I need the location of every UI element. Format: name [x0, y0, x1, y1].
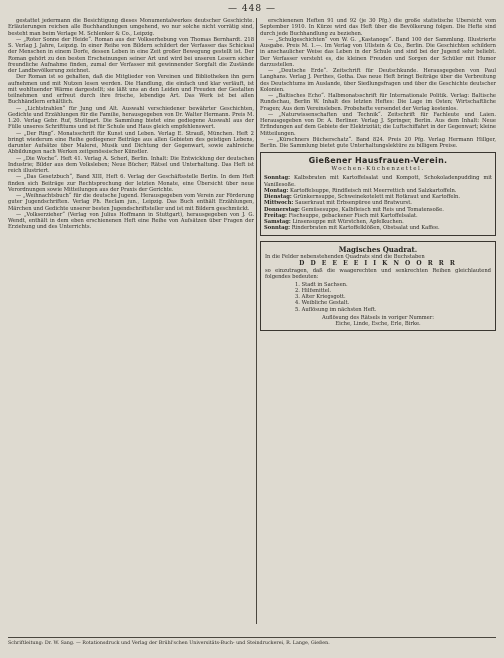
- page-number: — 448 —: [228, 4, 276, 14]
- solution-label: Auflösung des Rätsels in voriger Nummer:: [322, 314, 434, 321]
- article-paragraph: gestattet jedermann die Besichtigung dieses Monumentalwerkes deutscher Geschichte. Erläuterungen reichen alle Buchhandlungen umgehend, wo nur solche nicht vorrätig sind, besteht man beim Verlage M. Schlenker & Co., Leipzig.: [8, 18, 254, 37]
- menu-text: Kalbsbraten mit Kartoffelsalat und Kompott, Schokoladenpudding mit Vanillesoße.: [264, 175, 492, 188]
- menu-text: Fischsuppe, gebackener Fisch mit Kartoffelsalat.: [288, 212, 418, 219]
- puzzle-item: 4. Weibliche Gestalt.: [295, 300, 350, 307]
- hausfrauen-verein-box: [260, 152, 496, 235]
- puzzle-item: 1. Stadt in Sachsen.: [295, 281, 348, 288]
- menu-text: Linsensuppe mit Würstchen, Apfelkuchen.: [292, 219, 404, 225]
- puzzle-intro: In die Felder nebenstehenden Quadrats sind die Buchstaben: [265, 253, 425, 260]
- box-title: Gießener Hausfrauen-Verein.: [308, 156, 448, 166]
- menu-day: Sonntag:: [264, 225, 291, 232]
- solution-text: Eiche, Linde, Esche, Erle, Birke.: [335, 321, 421, 327]
- menu-day: Samstag:: [264, 219, 291, 225]
- article-paragraph: — „Lichtstrahlen“ für Jung und Alt. Auswahl verschiedener bewährter Geschichten, Gedichte und Erzählungen für die Familie, herausgegeben von Dr. Walter Hermann. Preis M. 1.20. Verlag Gebr. Ruf, Stuttgart. Die Sammlung bietet eine gediegene Auswahl aus der Fülle unseres Schrifttums und ist für Schule und Haus gleich empfehlenswert.: [8, 105, 254, 131]
- article-paragraph: erschienenen Heften 91 und 92 (je 30 Pfg.) die große statistische Übersicht vom September 1910. In Kürze wird das Heft über die Bevölkerung folgen. Die Hefte sind durch jede Buchhandlung zu beziehen.: [260, 18, 496, 37]
- left-column: [8, 18, 254, 632]
- menu-text: Rinderbraten mit Kartoffelklößen, Obstsalat und Kaffee.: [291, 225, 440, 232]
- article-paragraph: — „Das Gesetzbuch“, Band XIII, Heft 6. Verlag der Geschäftsstelle Berlin. In dem Heft finden sich Beiträge zur Rechtsprechung der letzten Monate, eine Übersicht über neue Verordnungen sowie Mitteilungen aus der Praxis der Gerichte.: [8, 174, 254, 193]
- puzzle-item: 3. Alter Kriegsgott.: [295, 294, 346, 300]
- puzzle-item: 2. Hilfsmittel.: [295, 287, 332, 294]
- menu-entry: [264, 175, 492, 188]
- menu-day: Donnerstag:: [264, 206, 300, 213]
- menu-text: Gemüsesuppe, Kalbfleisch mit Reis und Tomatensoße.: [301, 206, 444, 213]
- article-paragraph: — „Kürschners Bücherschatz“. Band 824. Preis 20 Pfg. Verlag Hermann Hillger, Berlin. Die Sammlung bietet gute Unterhaltungslektüre zu billigem Preise.: [260, 136, 496, 149]
- right-column: [260, 18, 496, 640]
- puzzle-box: [260, 241, 496, 332]
- menu-day: Sonntag:: [264, 175, 291, 182]
- box-subtitle: Wochen-Küchenzettel.: [331, 166, 425, 173]
- article-paragraph: — „Der Ring“. Monatsschrift für Kunst und Leben. Verlag E. Strauß, München. Heft 2 bringt wiederum eine Reihe gediegener Beiträge aus allen Gebieten des geistigen Lebens, darunter Aufsätze über Malerei, Musik und Dichtung der Gegenwart, sowie zahlreiche Abbildungen nach Werken zeitgenössischer Künstler.: [8, 130, 254, 156]
- article-paragraph: — „Baltisches Echo“. Halbmonatsschrift für Internationale Politik. Verlag: Baltische Rundschau, Berlin W. Inhalt des letzten Heftes: Die Lage im Osten; Wirtschaftliche Fragen; Aus dem Vereinsleben. Probehefte versendet der Verlag kostenlos.: [260, 93, 496, 112]
- article-paragraph: — „Roter Sonne der Heide“. Roman aus der Volkserhebung von Thomas Bernhardt. 218 S. Verlag J. Jahre, Leipzig. In einer Reihe von Bildern schildert der Verfasser das Schicksal der Menschen in einem Dorfe, dessen Leben in eine Zeit großer Bewegung gestellt ist. Der Roman gehört zu den besten Erscheinungen seiner Art und wird bei unseren Lesern sicher freundliche Aufnahme finden, zumal der Verfasser mit gewinnender Sorgfalt die Zustände der Landbevölkerung zeichnet.: [8, 36, 254, 74]
- menu-text: Kartoffelsuppe, Rindfleisch mit Meerrettich und Salzkartoffeln.: [289, 187, 457, 194]
- article-paragraph: — „Die Woche“. Heft 41. Verlag A. Scherl, Berlin. Inhalt: Die Entwicklung der deutschen Industrie; Bilder aus dem Volksleben; Neue Bücher; Rätsel und Unterhaltung. Das Heft ist reich illustriert.: [8, 155, 254, 174]
- menu-day: Dienstag:: [264, 194, 292, 200]
- menu-entry: [264, 225, 492, 231]
- puzzle-instruction: so einzutragen, daß die waagerechten und senkrechten Reihen gleichlautend folgendes bedeuten:: [265, 268, 491, 281]
- menu-text: Grünkernsuppe, Schweinekotelett mit Rotkraut und Kartoffeln.: [293, 194, 461, 200]
- menu-day: Montag:: [264, 187, 289, 194]
- article-paragraph: Der Roman ist so gehalten, daß die Mitglieder von Vereinen und Bibliotheken ihn gern aufnehmen und mit Nutzen lesen werden. Die Handlung, die einfach und klar verläuft, ist mit wohltuender Wärme dargestellt; sie läßt uns an den Leiden und Freuden der Gestalten teilnehmen und erfreut durch ihre frische, lebendige Art. Das Werk ist bei allen Buchhändlern erhältlich.: [8, 74, 254, 106]
- column-divider: [256, 18, 257, 624]
- menu-text: Sauerkraut mit Erbsenpüree und Bratwurst.: [294, 200, 412, 207]
- puzzle-item: 5. Auflösung im nächsten Heft.: [295, 306, 377, 313]
- menu-day: Mittwoch:: [264, 200, 294, 207]
- puzzle-title: Magisches Quadrat.: [338, 244, 418, 254]
- puzzle-letters: D D E E E E I I K N O O R R R: [299, 259, 457, 267]
- imprint-footer: Schriftleitung: Dr. W. Sang. — Rotationsdruck und Verlag der Brühl'schen Universitäts-Buch- und Steindruckerei, R. Lange, Gießen.: [8, 637, 496, 647]
- menu-day: Freitag:: [264, 212, 287, 219]
- article-paragraph: — „Naturwissenschaften und Technik“. Zeitschrift für Fachleute und Laien. Herausgegeben von Dr. A. Berliner. Verlag J. Springer, Berlin. Aus dem Inhalt: Neue Erfindungen auf dem Gebiete der Elektrizität; die Luftschiffahrt in der Gegenwart; kleine Mitteilungen.: [260, 111, 496, 137]
- article-paragraph: — „Schulgeschichten“ von W. G. „Kastanoge“. Band 100 der Sammlung. Illustrierte Ausgabe. Preis M. 1.—. Im Verlag von Ullstein & Co., Berlin. Die Geschichten schildern in anschaulicher Weise das Leben in der Schule und sind bei der Jugend sehr beliebt. Der Verfasser versteht es, die kleinen Freuden und Sorgen der Schüler mit Humor darzustellen.: [260, 36, 496, 68]
- article-paragraph: — „Volkserzieher“ (Verlag von Julius Hoffmann in Stuttgart), herausgegeben von J. G. Wendt, enthält in dem eben erschienenen Heft eine Reihe von Aufsätzen über Fragen der Erziehung und des Unterrichts.: [8, 211, 254, 231]
- article-paragraph: — „Weihnachtsbuch“ für die deutsche Jugend. Herausgegeben vom Verein zur Förderung guter Jugendschriften. Verlag Ph. Reclam jun., Leipzig. Das Buch enthält Erzählungen, Märchen und Gedichte unserer besten Jugendschriftsteller und ist mit Bildern geschmückt.: [8, 193, 254, 212]
- puzzle-list: [295, 282, 491, 313]
- article-paragraph: — „Deutsche Erde“. Zeitschrift für Deutschkunde. Herausgegeben von Paul Langhans. Verlag J. Perthes, Gotha. Das neue Heft bringt Beiträge über die Verbreitung des Deutschtums im Auslande, über Siedlungsfragen und über die Geschichte deutscher Kolonien.: [260, 68, 496, 93]
